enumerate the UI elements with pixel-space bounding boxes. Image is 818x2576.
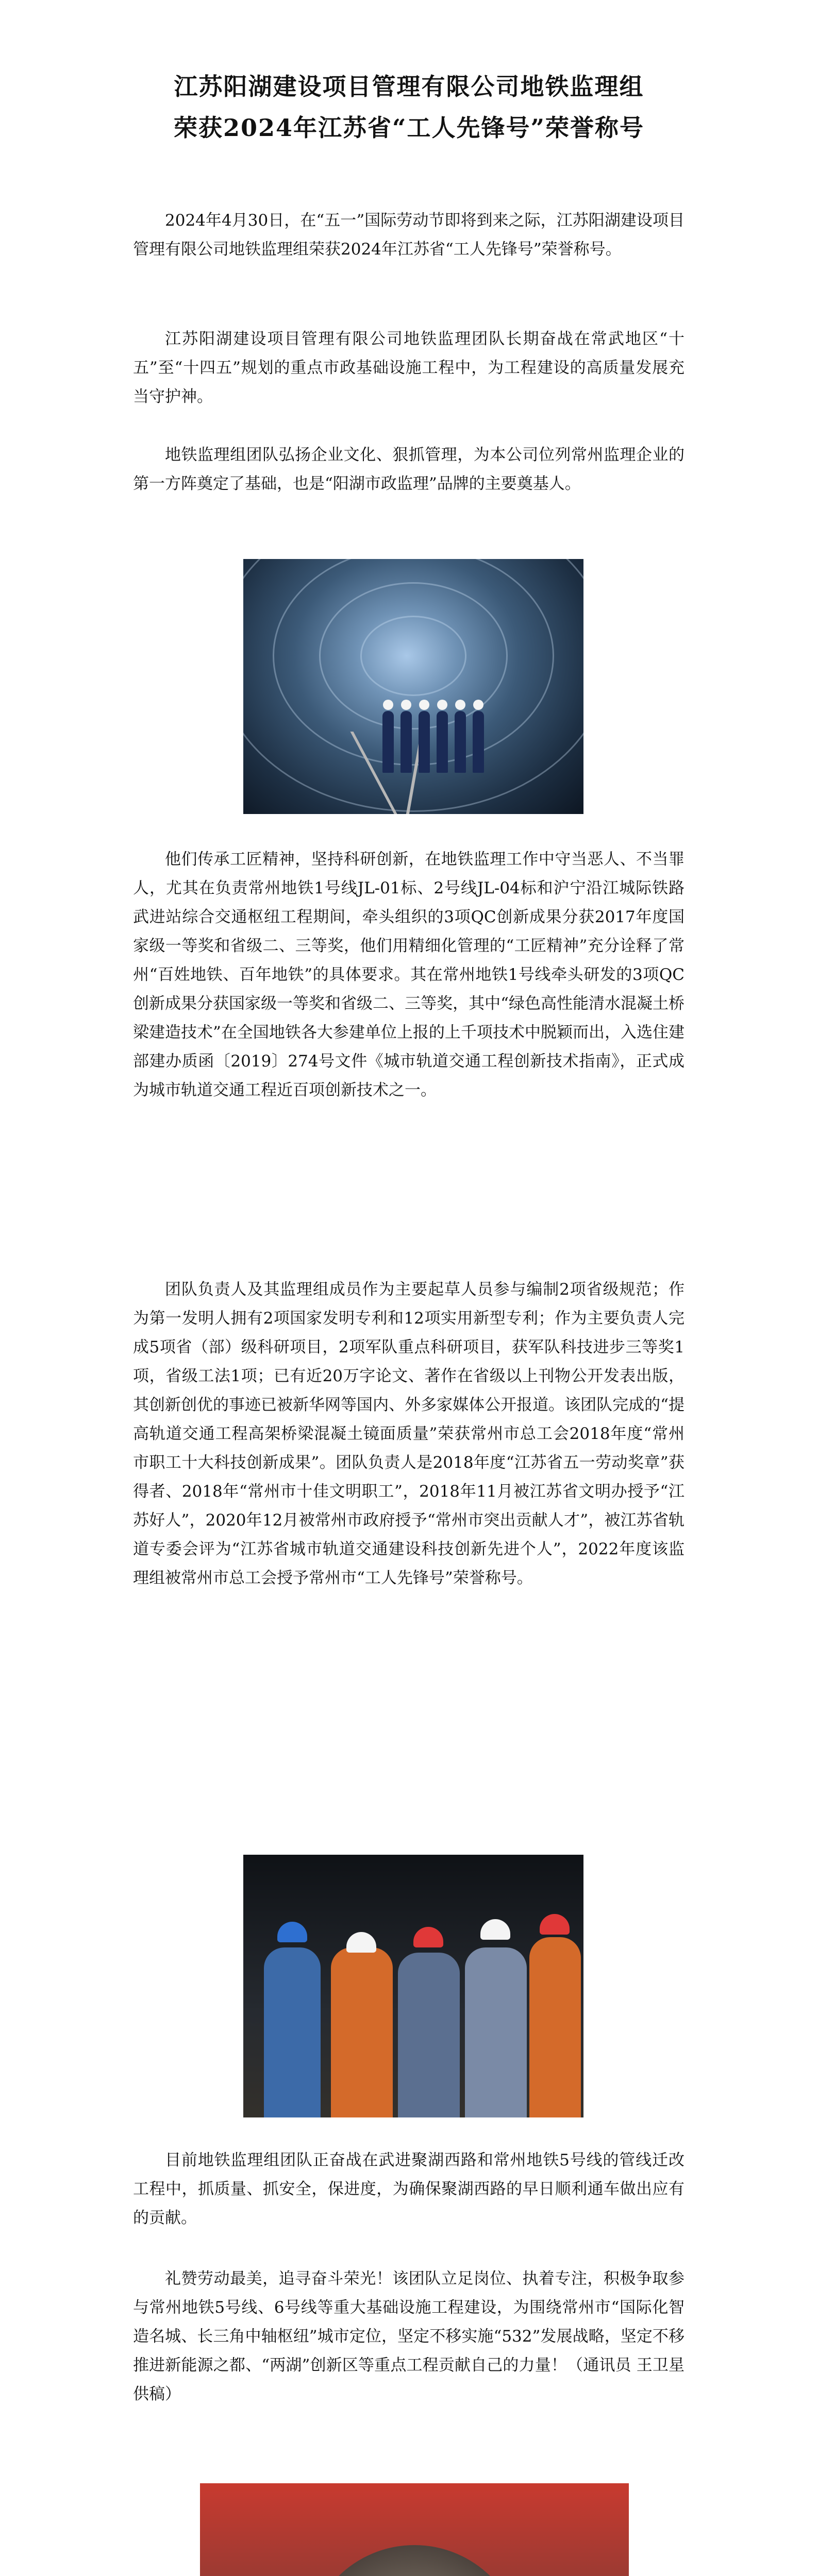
inspector-figure (455, 711, 466, 773)
inspector-figure (400, 711, 412, 773)
team-site-photo (243, 1855, 583, 2117)
inspector-figure (419, 711, 430, 773)
paragraph-7: 礼赞劳动最美，追寻奋斗荣光！该团队立足岗位、执着专注，积极争取参与常州地铁5号线、6号线等重大基础设施工程建设，为围绕常州市“国际化智造名城、长三角中轴枢纽”城市定位，坚定不移实施“532”发展战略，坚定不移推进新能源之都、“两湖”创新区等重点工程贡献自己的力量！（通讯员 王卫星供稿） (133, 2269, 685, 2403)
article-title-line2: 荣获2024年江苏省“工人先锋号”荣誉称号 (174, 114, 644, 142)
tunnel-inspection-photo (243, 559, 583, 814)
worker-figure (264, 1947, 321, 2117)
paragraph-4: 他们传承工匠精神，坚持科研创新，在地铁监理工作中守当恶人、不当罪人，尤其在负责常州地铁1号线JL-01标、2号线JL-04标和沪宁沿江城际铁路武进站综合交通枢纽工程期间，牵头组织的3项QC创新成果分获2017年度国家级一等奖和省级二、三等奖，他们用精细化管理的“工匠精神”充分诠释了常州“百姓地铁、百年地铁”的具体要求。其在常州地铁1号线牵头研发的3项QC创新成果分获国家级一等奖和省级二、三等奖，其中“绿色高性能清水混凝土桥梁建造技术”在全国地铁各大参建单位上报的上千项技术中脱颖而出，入选住建部建办质函〔2019〕274号文件《城市轨道交通工程创新技术指南》，正式成为城市轨道交通工程近百项创新技术之一。 (133, 850, 685, 1099)
paragraph-1: 2024年4月30日，在“五一”国际劳动节即将到来之际，江苏阳湖建设项目管理有限公司地铁监理组荣获2024年江苏省“工人先锋号”荣誉称号。 (133, 211, 685, 259)
paragraph-3: 地铁监理组团队弘扬企业文化、狠抓管理，为本公司位列常州监理企业的第一方阵奠定了基础，也是“阳湖市政监理”品牌的主要奠基人。 (133, 446, 685, 493)
inspector-figure (382, 711, 394, 773)
worker-figure (465, 1947, 527, 2117)
article-title-line1: 江苏阳湖建设项目管理有限公司地铁监理组 (174, 73, 644, 100)
inspector-figure (473, 711, 484, 773)
inspector-figure (437, 711, 448, 773)
banner-group-photo (200, 2483, 629, 2576)
paragraph-5: 团队负责人及其监理组成员作为主要起草人员参与编制2项省级规范；作为第一发明人拥有2项国家发明专利和12项实用新型专利；作为主要负责人完成5项省（部）级科研项目，2项军队重点科研项目，获军队科技进步三等奖1项，省级工法1项；已有近20万字论文、著作在省级以上刊物公开发表出版，其创新创优的事迹已被新华网等国内、外多家媒体公开报道。该团队完成的“提高轨道交通工程高架桥梁混凝土镜面质量”荣获常州市总工会2018年度“常州市职工十大科技创新成果”。团队负责人是2018年度“江苏省五一劳动奖章”获得者、2018年“常州市十佳文明职工”，2018年11月被江苏省文明办授予“江苏好人”，2020年12月被常州市政府授予“常州市突出贡献人才”，被江苏省轨道专委会评为“江苏省城市轨道交通建设科技创新先进个人”，2022年度该监理组被常州市总工会授予常州市“工人先锋号”荣誉称号。 (133, 1280, 685, 1587)
worker-figure (331, 1947, 393, 2117)
paragraph-2: 江苏阳湖建设项目管理有限公司地铁监理团队长期奋战在常武地区“十五”至“十四五”规划的重点市政基础设施工程中，为工程建设的高质量发展充当守护神。 (133, 330, 685, 406)
paragraph-6: 目前地铁监理组团队正奋战在武进聚湖西路和常州地铁5号线的管线迁改工程中，抓质量、抓安全，保进度，为确保聚湖西路的早日顺利通车做出应有的贡献。 (133, 2151, 685, 2227)
worker-figure (398, 1953, 460, 2117)
worker-figure (529, 1937, 581, 2117)
